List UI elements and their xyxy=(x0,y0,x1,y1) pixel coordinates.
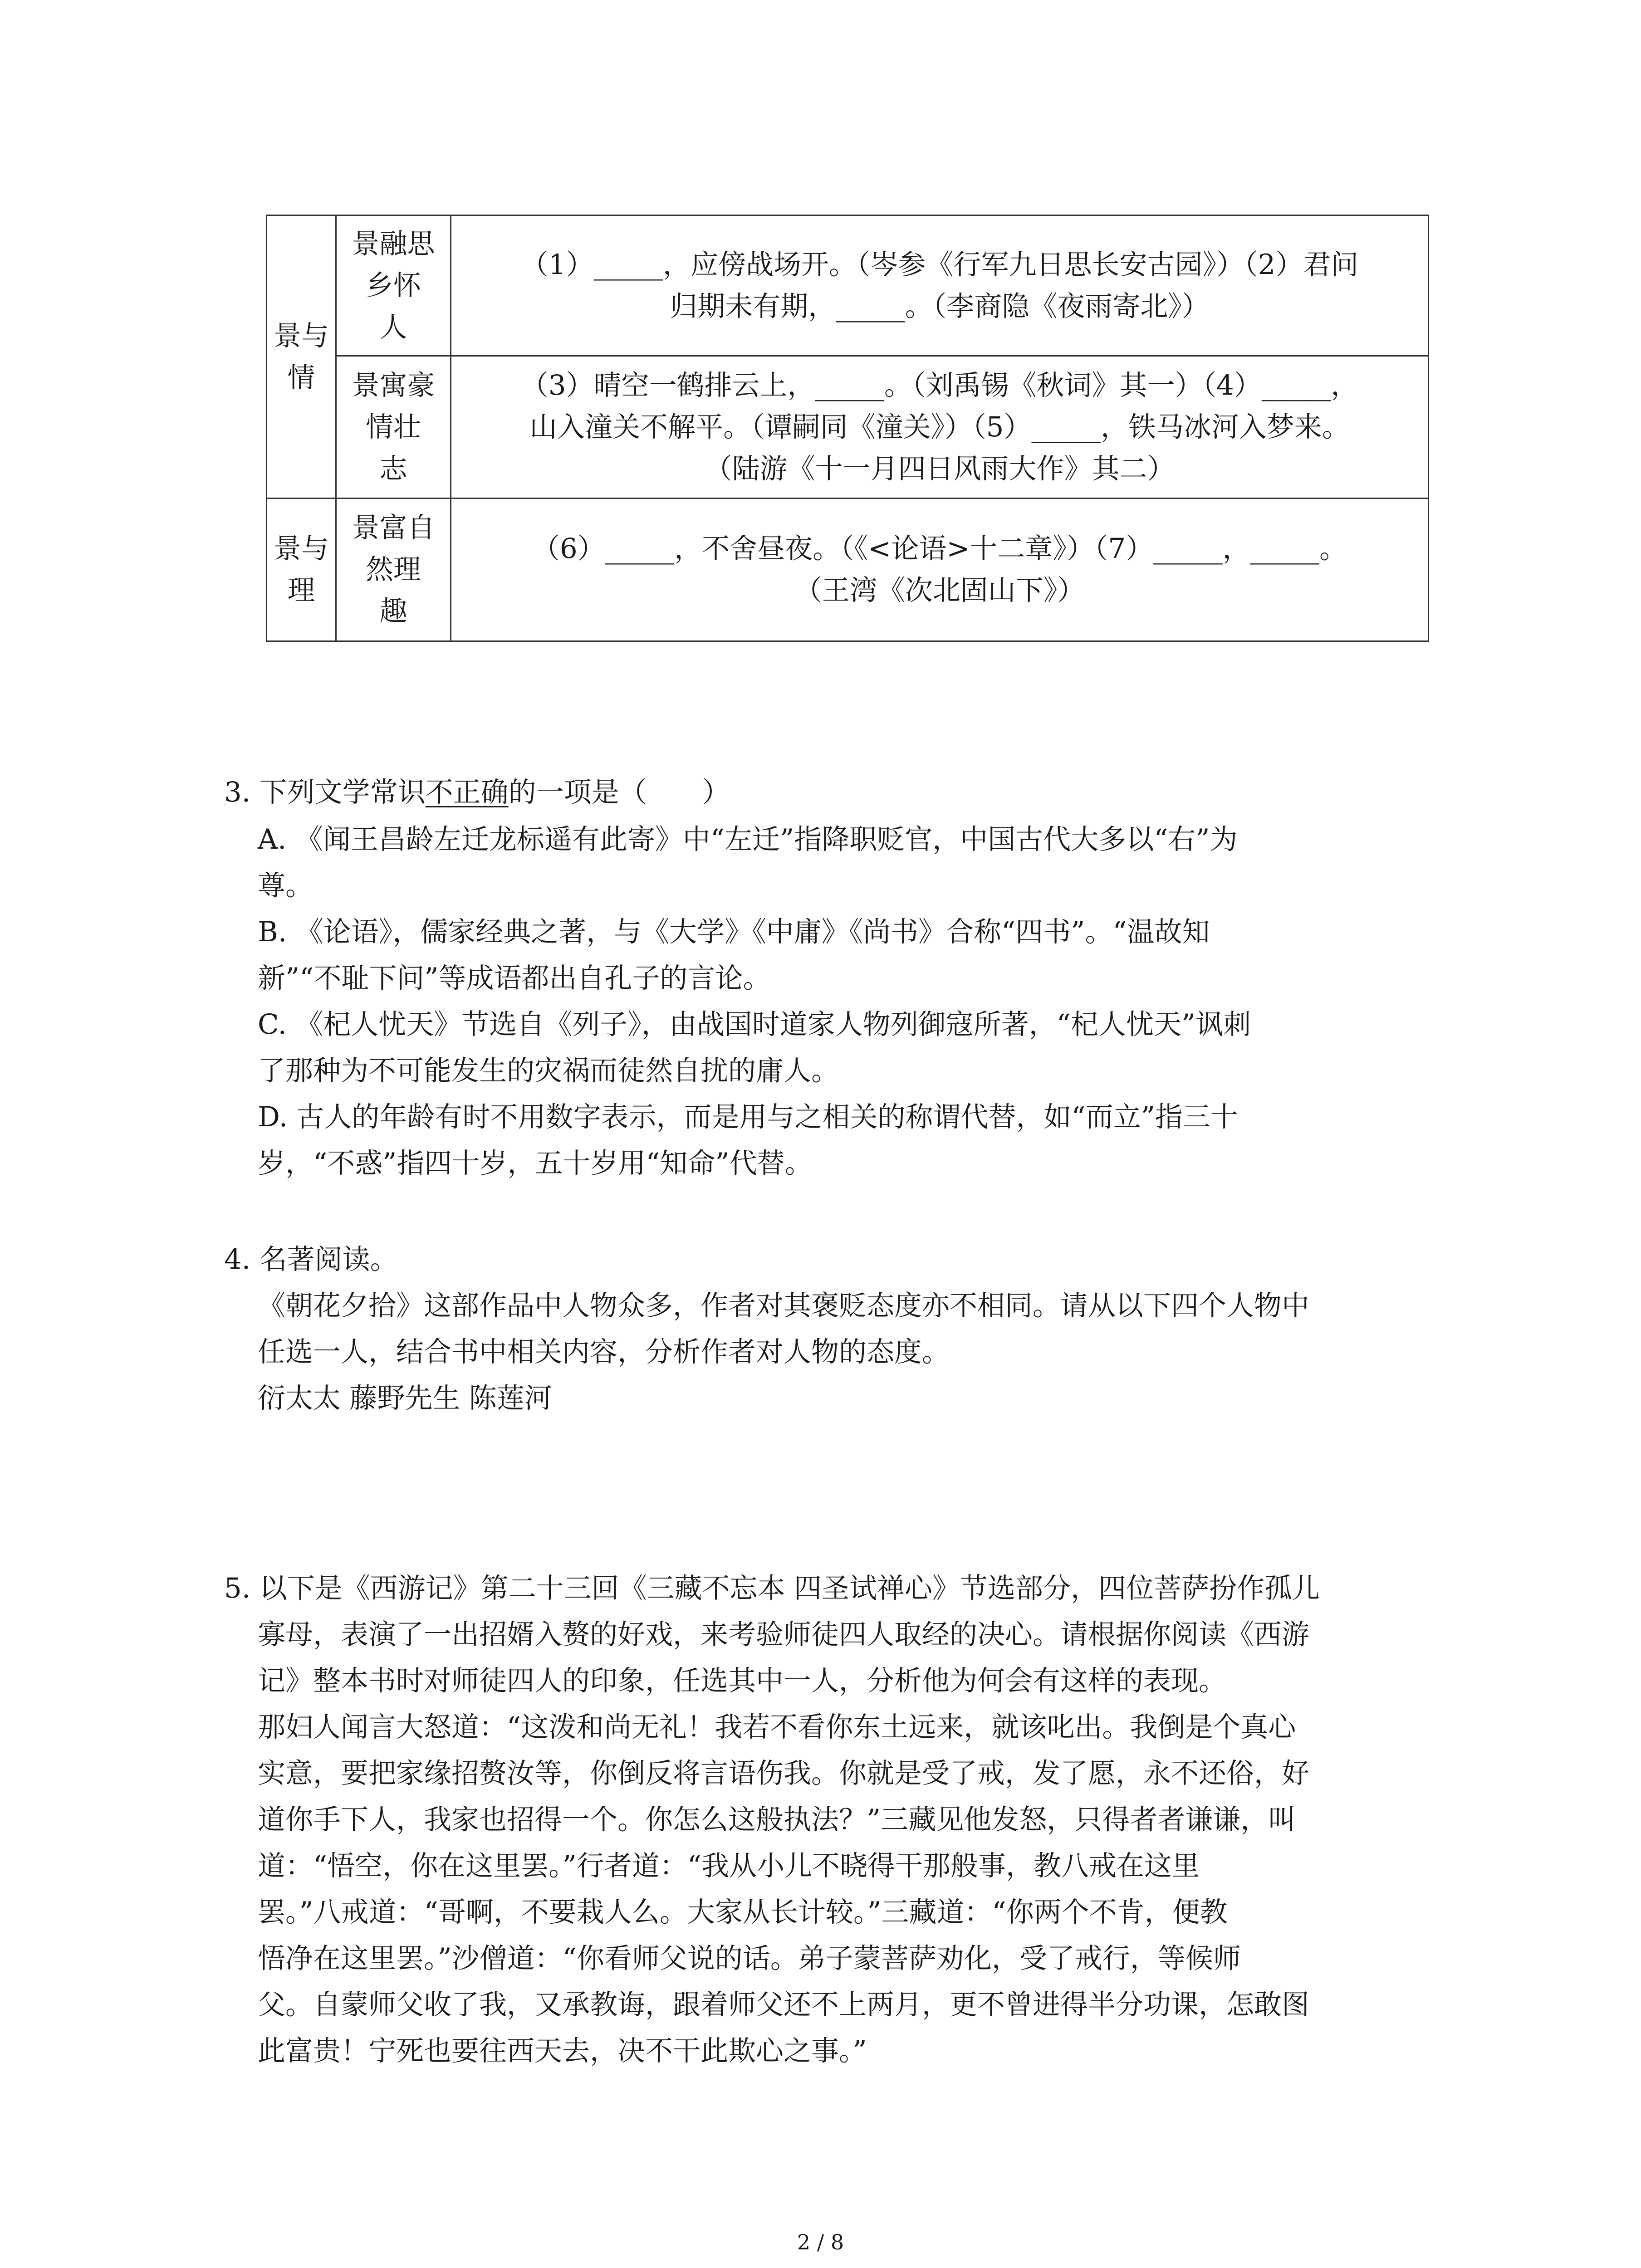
subcategory-cell xyxy=(336,215,451,356)
cell-text: 归期未有期，_____。（李商隐《夜雨寄北》） xyxy=(670,290,1210,323)
question-5-line: 悟净在这里罢。”沙僧道：“你看师父说的话。弟子蒙菩萨劝化，受了戒行，等候师 xyxy=(258,1942,1241,1975)
question-3-line: 了那种为不可能发生的灾祸而徒然自扰的庸人。 xyxy=(258,1055,839,1087)
question-3-line: D. 古人的年龄有时不用数字表示，而是用与之相关的称谓代替，如“而立”指三十 xyxy=(258,1101,1238,1133)
question-3-line: C. 《杞人忧天》节选自《列子》，由战国时道家人物列御寇所著，“杞人忧天”讽刺 xyxy=(258,1008,1251,1041)
cell-text: 景与 xyxy=(273,533,329,565)
cell-text: 景与 xyxy=(273,319,329,352)
cell-text: 人 xyxy=(379,311,407,343)
question-5-line: 那妇人闻言大怒道：“这泼和尚无礼！我若不看你东土远来，就该叱出。我倒是个真心 xyxy=(258,1711,1296,1743)
question-3-line: 岁，“不惑”指四十岁，五十岁用“知命”代替。 xyxy=(258,1147,813,1179)
cell-text: 情壮 xyxy=(365,411,421,443)
question-3-line: B. 《论语》，儒家经典之著，与《大学》《中庸》《尚书》合称“四书”。“温故知 xyxy=(258,916,1210,948)
question-3-title-emphasis: 不正确 xyxy=(425,776,509,808)
cell-text: 趣 xyxy=(379,595,407,627)
cell-text: （3）晴空一鹤排云上，_____。（刘禹锡《秋词》其一）（4）_____， xyxy=(520,369,1359,401)
question-3-line: A. 《闻王昌龄左迁龙标遥有此寄》中“左迁”指降职贬官，中国古代大多以“右”为 xyxy=(258,823,1238,855)
content-cell xyxy=(451,215,1429,356)
question-4-title: 4. 名著阅读。 xyxy=(224,1243,398,1276)
question-5-line: 道：“悟空，你在这里罢。”行者道：“我从小儿不晓得干那般事，教八戒在这里 xyxy=(258,1850,1200,1882)
cell-text: 情 xyxy=(287,361,315,394)
question-5-line: 道你手下人，我家也招得一个。你怎么这般执法？”三藏见他发怒，只得者者谦谦，叫 xyxy=(258,1804,1296,1836)
subcategory-cell xyxy=(336,356,451,499)
question-5-line: 罢。”八戒道：“哥啊，不要栽人么。大家从长计较。”三藏道：“你两个不肯，便教 xyxy=(258,1896,1228,1928)
category-cell xyxy=(267,215,336,499)
question-3-line: 新”“不耻下问”等成语都出自孔子的言论。 xyxy=(258,962,771,994)
poem-table xyxy=(266,215,1429,642)
question-3-line: 尊。 xyxy=(258,870,314,902)
cell-text: 理 xyxy=(287,574,315,606)
question-5-line: 实意，要把家缘招赘汝等，你倒反将言语伤我。你就是受了戒，发了愿，永不还俗，好 xyxy=(258,1757,1310,1789)
table-row xyxy=(267,499,1429,641)
question-4-line: 《朝花夕拾》这部作品中人物众多，作者对其褒贬态度亦不相同。请从以下四个人物中 xyxy=(258,1290,1310,1322)
question-5-line: 寡母，表演了一出招婿入赘的好戏，来考验师徒四人取经的决心。请根据你阅读《西游 xyxy=(258,1618,1310,1651)
cell-text: 志 xyxy=(379,452,407,485)
cell-text: 乡怀 xyxy=(365,269,421,302)
category-cell xyxy=(267,499,336,641)
question-3-title xyxy=(224,770,730,815)
content-cell xyxy=(451,499,1429,641)
cell-text: （1）_____，应傍战场开。（岑参《行军九日思长安古园》）（2）君问 xyxy=(520,248,1359,281)
question-5-title: 5. 以下是《西游记》第二十三回《三藏不忘本 四圣试禅心》节选部分，四位菩萨扮作孤儿 xyxy=(224,1572,1320,1604)
cell-text: 山入潼关不解平。（谭嗣同《潼关》）（5）_____，铁马冰河入梦来。 xyxy=(529,411,1350,443)
table-row xyxy=(267,356,1429,499)
question-4-line: 任选一人，结合书中相关内容，分析作者对人物的态度。 xyxy=(258,1336,950,1368)
cell-text: 景富自 xyxy=(352,512,435,544)
cell-text: （陆游《十一月四日风雨大作》其二） xyxy=(704,452,1175,485)
question-5-line: 父。自蒙师父收了我，又承教诲，跟着师父还不上两月，更不曾进得半分功课，怎敢图 xyxy=(258,1989,1310,2021)
question-5-line: 记》整本书时对师徒四人的印象，任选其中一人，分析他为何会有这样的表现。 xyxy=(258,1665,1227,1697)
page-number: 2 / 8 xyxy=(797,2230,844,2254)
question-3-title-post: 的一项是（ ） xyxy=(508,776,730,808)
cell-text: 景融思 xyxy=(352,227,435,260)
subcategory-cell xyxy=(336,499,451,641)
question-4-line: 衍太太 藤野先生 陈莲河 xyxy=(258,1382,552,1414)
question-5-line: 此富贵！宁死也要往西天去，决不干此欺心之事。” xyxy=(258,2035,867,2067)
cell-text: 景寓豪 xyxy=(352,369,435,401)
question-3-title-pre: 3. 下列文学常识 xyxy=(224,776,426,808)
cell-text: （6）_____，不舍昼夜。（《<论语>十二章》）（7）_____，_____。 xyxy=(532,533,1347,565)
cell-text: 然理 xyxy=(365,553,421,586)
table-row xyxy=(267,215,1429,356)
content-cell xyxy=(451,356,1429,499)
cell-text: （王湾《次北固山下》） xyxy=(794,574,1085,606)
